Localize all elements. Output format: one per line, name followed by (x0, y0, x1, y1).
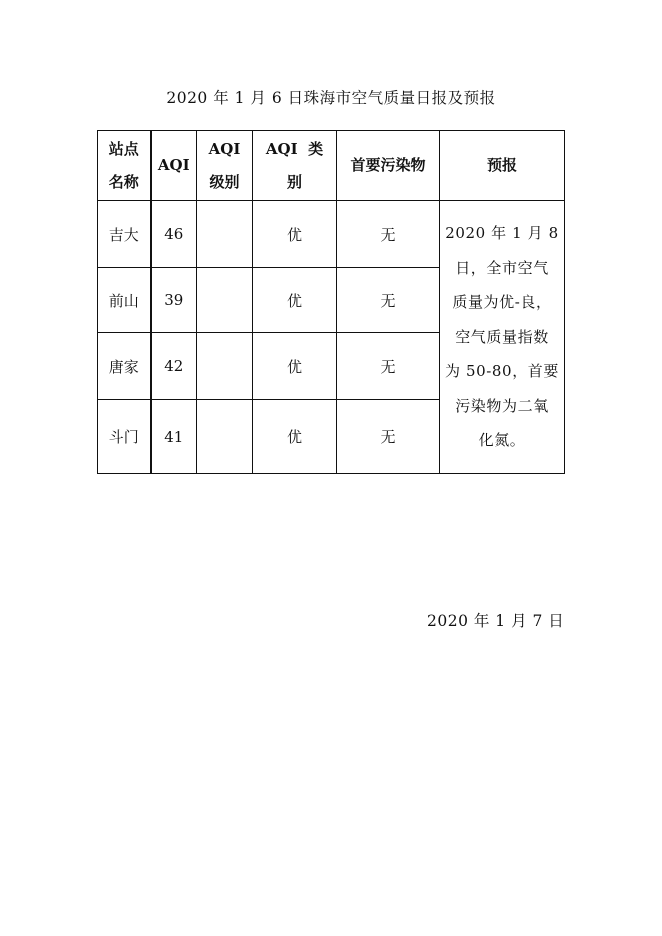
header-station-line2: 名称 (108, 172, 139, 191)
header-forecast: 预报 (440, 131, 565, 201)
header-aqi-category-line2: 别 (286, 172, 302, 191)
forecast-line: 为 50-80，首要 (444, 362, 559, 381)
header-aqi-category (253, 131, 337, 201)
aqi-value: 46 (151, 201, 197, 268)
aqi-level (197, 268, 253, 333)
forecast-line: 化氮。 (478, 431, 526, 450)
primary-pollutant: 无 (337, 333, 440, 400)
header-station-line1: 站点 (108, 139, 139, 158)
station-name: 斗门 (98, 400, 151, 474)
aqi-level (197, 333, 253, 400)
header-aqi-category-line1: AQI 类 (265, 139, 324, 158)
header-primary-pollutant: 首要污染物 (337, 131, 440, 201)
aqi-level (197, 400, 253, 474)
header-aqi: AQI (151, 131, 197, 201)
aqi-level (197, 201, 253, 268)
primary-pollutant: 无 (337, 201, 440, 268)
header-aqi-level-line2: 级别 (209, 172, 240, 191)
table-row (98, 201, 565, 268)
aqi-value: 39 (151, 268, 197, 333)
aqi-category: 优 (253, 400, 337, 474)
station-name: 吉大 (98, 201, 151, 268)
forecast-line: 日，全市空气 (455, 258, 549, 277)
aqi-value: 42 (151, 333, 197, 400)
report-title: 2020 年 1 月 6 日珠海市空气质量日报及预报 (166, 89, 496, 107)
footer-date: 2020 年 1 月 7 日 (427, 612, 565, 630)
aqi-value: 41 (151, 400, 197, 474)
header-station (98, 131, 151, 201)
aqi-category: 优 (253, 201, 337, 268)
forecast-line: 质量为优-良， (452, 293, 552, 312)
forecast-line: 污染物为二氧 (455, 396, 549, 415)
aqi-category: 优 (253, 333, 337, 400)
aqi-category: 优 (253, 268, 337, 333)
header-aqi-level (197, 131, 253, 201)
forecast-text (440, 201, 565, 474)
primary-pollutant: 无 (337, 400, 440, 474)
forecast-line: 空气质量指数 (455, 327, 549, 346)
header-aqi-level-line1: AQI (208, 139, 241, 158)
forecast-line: 2020 年 1 月 8 (445, 224, 559, 243)
station-name: 唐家 (98, 333, 151, 400)
station-name: 前山 (98, 268, 151, 333)
aqi-table (97, 130, 565, 474)
primary-pollutant: 无 (337, 268, 440, 333)
table-header-row (98, 131, 565, 201)
